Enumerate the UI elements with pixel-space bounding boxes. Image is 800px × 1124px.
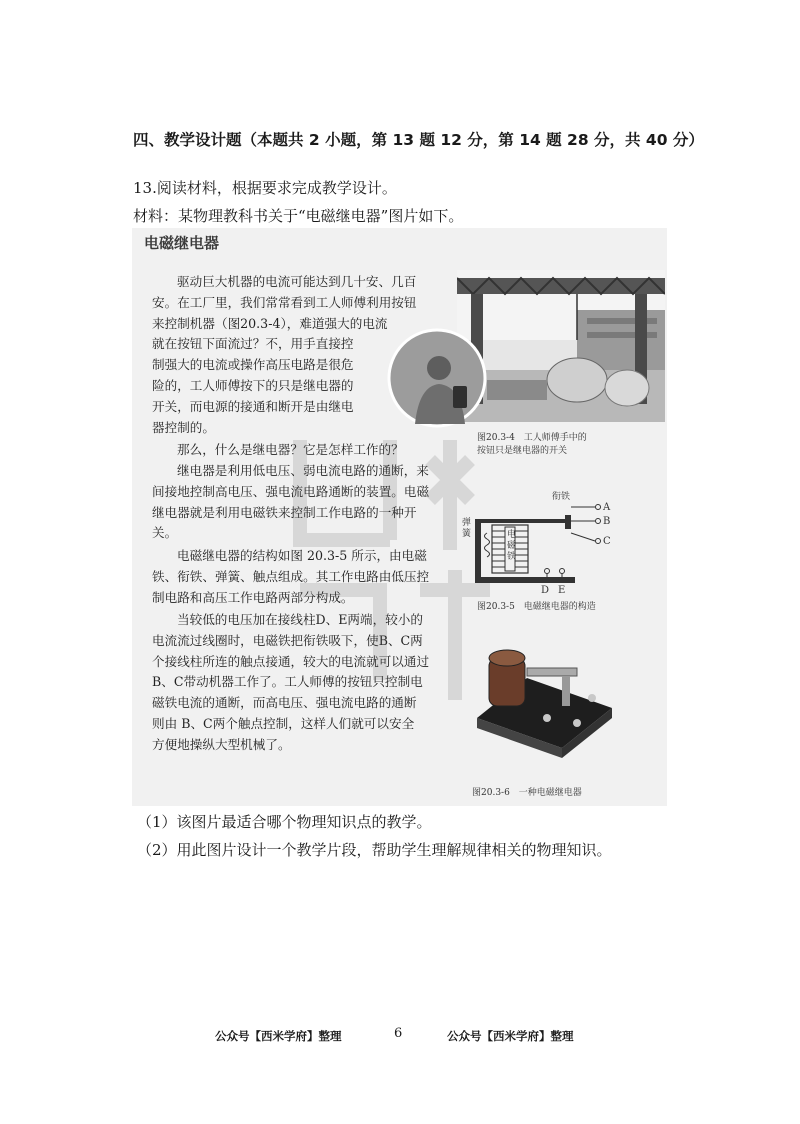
footer-right: 公众号【西米学府】整理 [447, 1029, 574, 1043]
label-armature: 衔铁 [552, 492, 571, 502]
text-line: 制电路和高压工作电路两部分构成。 [152, 589, 354, 605]
caption-figure-20-3-6: 图20.3-6 一种电磁继电器 [472, 788, 582, 798]
watermark-logo [270, 420, 510, 720]
caption-figure-20-3-5: 图20.3-5 电磁继电器的构造 [477, 602, 596, 612]
text-line: 当较低的电压加在接线柱D、E两端，较小的 [177, 612, 423, 627]
question-13-intro: 13.阅读材料，根据要求完成教学设计。 [133, 179, 397, 197]
worker-button-photo [387, 328, 487, 428]
text-line: 就在按钮下面流过？不，用手直接控 [152, 336, 354, 352]
text-line: 继电器是利用低电压、弱电流电路的通断，来 [177, 463, 429, 478]
caption-line: 图20.3-4 工人师傅手中的 [477, 433, 587, 443]
text-line: 安。在工厂里，我们常常看到工人师傅利用按钮 [152, 294, 417, 310]
text-line: 制强大的电流或操作高压电路是很危 [152, 357, 354, 373]
text-line: 方便地操纵大型机械了。 [152, 736, 291, 752]
text-line: 驱动巨大机器的电流可能达到几十安、几百 [177, 274, 417, 289]
footer-left: 公众号【西米学府】整理 [215, 1029, 342, 1043]
label-b: B [603, 516, 611, 527]
text-line: 个接线柱所连的触点接通，较大的电流就可以通过 [152, 653, 430, 669]
label-spring: 弹簧 [462, 518, 472, 539]
sub-question-2: （2）用此图片设计一个教学片段，帮助学生理解规律相关的物理知识。 [137, 841, 612, 859]
text-line: 电磁继电器的结构如图 20.3-5 所示，由电磁 [177, 548, 427, 563]
section-title: 四、教学设计题（本题共 2 小题，第 13 题 12 分，第 14 题 28 分，共 40 分） [133, 131, 704, 149]
label-electromagnet: 电磁铁 [507, 530, 517, 562]
label-d: D [541, 585, 550, 596]
figure-heading: 电磁继电器 [144, 234, 220, 252]
sub-question-1: （1）该图片最适合哪个物理知识点的教学。 [137, 813, 432, 831]
text-line: B、C带动机器工作了。工人师傅的按钮只控制电 [152, 674, 423, 690]
text-line: 那么，什么是继电器？它是怎样工作的？ [177, 442, 404, 457]
text-line: 铁、衔铁、弹簧、触点组成。其工作电路由低压控 [152, 568, 430, 584]
label-a: A [603, 502, 611, 513]
label-c: C [603, 536, 611, 547]
caption-line: 按钮只是继电器的开关 [477, 446, 568, 456]
material-intro: 材料：某物理教科书关于“电磁继电器”图片如下。 [133, 207, 464, 225]
text-line: 来控制机器（图20.3-4），难道强大的电流 [152, 315, 388, 331]
text-line: 险的，工人师傅按下的只是继电器的 [152, 377, 354, 393]
text-line: 则由 B、C两个触点控制，这样人们就可以安全 [152, 715, 415, 731]
text-line: 继电器就是利用电磁铁来控制工作电路的一种开 [152, 504, 417, 520]
text-line: 磁铁电流的通断，而高电压、强电流电路的通断 [152, 695, 417, 711]
text-line: 器控制的。 [152, 419, 215, 435]
text-line: 开关，而电源的接通和断开是由继电 [152, 398, 354, 414]
crane-photo [457, 270, 665, 422]
page-number: 6 [394, 1026, 403, 1041]
paragraph-1 [152, 272, 416, 438]
text-line: 间接地控制高电压、强电流电路通断的装置。电磁 [152, 483, 430, 499]
text-line: 关。 [152, 525, 178, 541]
label-e: E [558, 585, 566, 596]
text-line: 电流流过线圈时，电磁铁把衔铁吸下，使B、C两 [152, 632, 423, 648]
